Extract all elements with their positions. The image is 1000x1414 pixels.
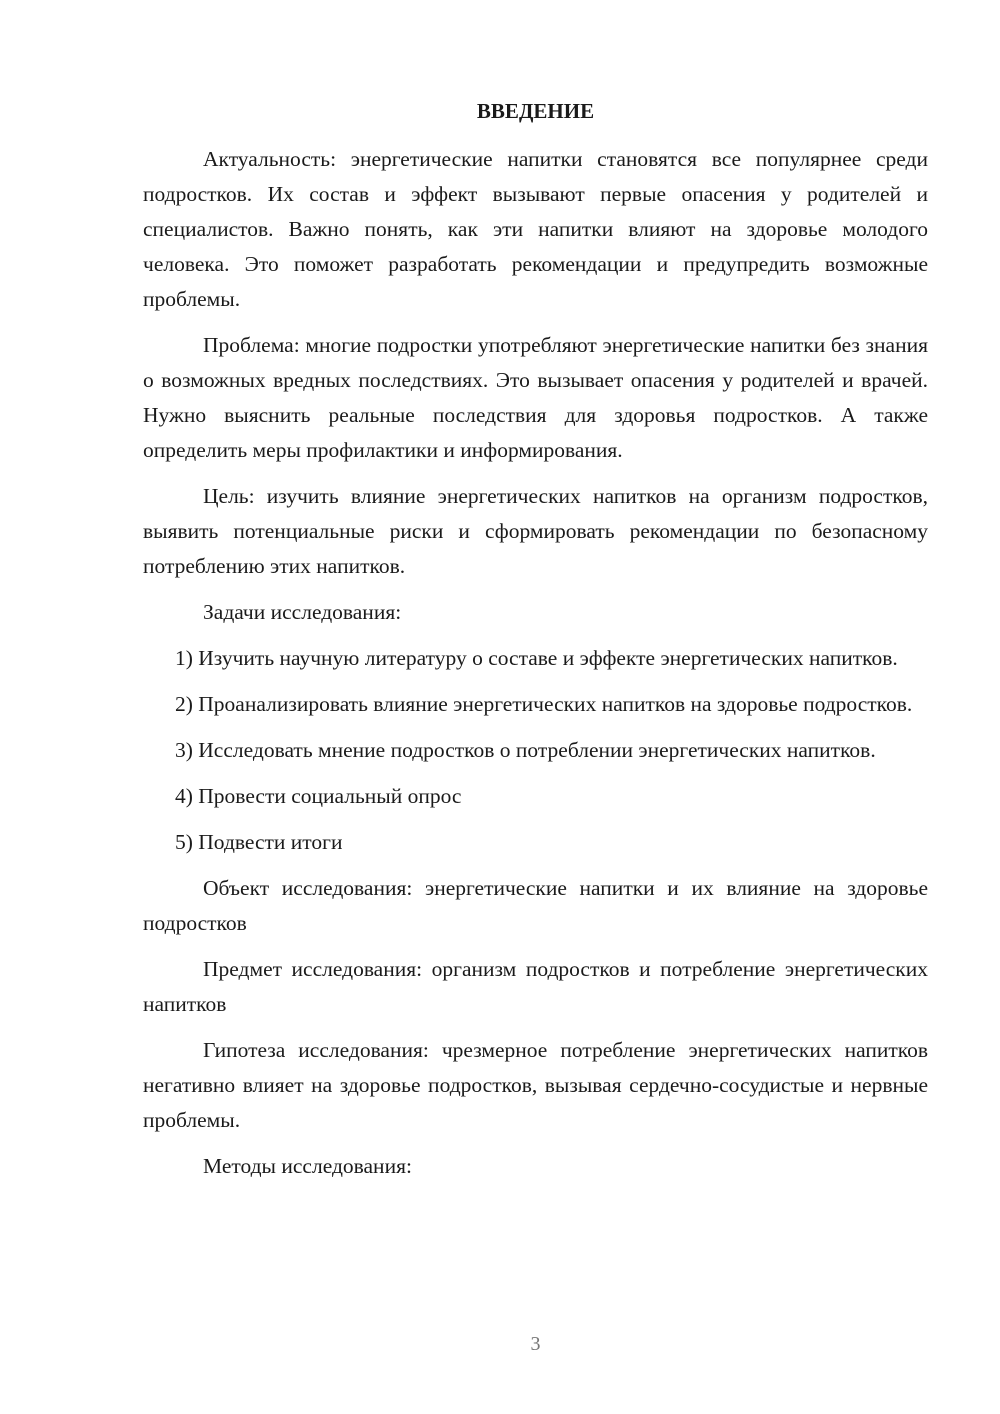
task-item-2: 2) Проанализировать влияние энергетических напитков на здоровье подростков. [175,692,913,716]
task-item-1: 1) Изучить научную литературу о составе и эффекте энергетических напитков. [175,646,898,670]
paragraph-subject: Предмет исследования: организм подростков и потребление энергетических напитков [143,957,928,1016]
task-item-3: 3) Исследовать мнение подростков о потреблении энергетических напитков. [175,738,876,762]
document-title: ВВЕДЕНИЕ [476,99,595,123]
paragraph-relevance: Актуальность: энергетические напитки становятся все популярнее среди подростков. Их состав и эффект вызывают первые опасения у родителей и специалистов. Важно понять, как эти напитки влияют на здоровье молодого человека. Это поможет разработать рекомендации и предупредить возможные проблемы. [143,147,928,311]
task-item-4: 4) Провести социальный опрос [175,784,462,808]
paragraph-problem: Проблема: многие подростки употребляют энергетические напитки без знания о возможных вредных последствиях. Это вызывает опасения у родителей и врачей. Нужно выяснить реальные последствия для здоровья подростков. А также определить меры профилактики и информирования. [143,333,928,462]
document-body [143,142,928,1195]
paragraph-object: Объект исследования: энергетические напитки и их влияние на здоровье подростков [143,876,928,935]
paragraph-methods: Методы исследования: [203,1154,412,1178]
page-number: 3 [530,1333,541,1355]
document-page [143,0,928,1414]
paragraph-hypothesis: Гипотеза исследования: чрезмерное потребление энергетических напитков негативно влияет на здоровье подростков, вызывая сердечно-сосудистые и нервные проблемы. [143,1038,928,1132]
task-item-5: 5) Подвести итоги [175,830,343,854]
paragraph-tasks-heading: Задачи исследования: [203,600,402,624]
paragraph-goal: Цель: изучить влияние энергетических напитков на организм подростков, выявить потенциальные риски и сформировать рекомендации по безопасному потреблению этих напитков. [143,484,928,578]
